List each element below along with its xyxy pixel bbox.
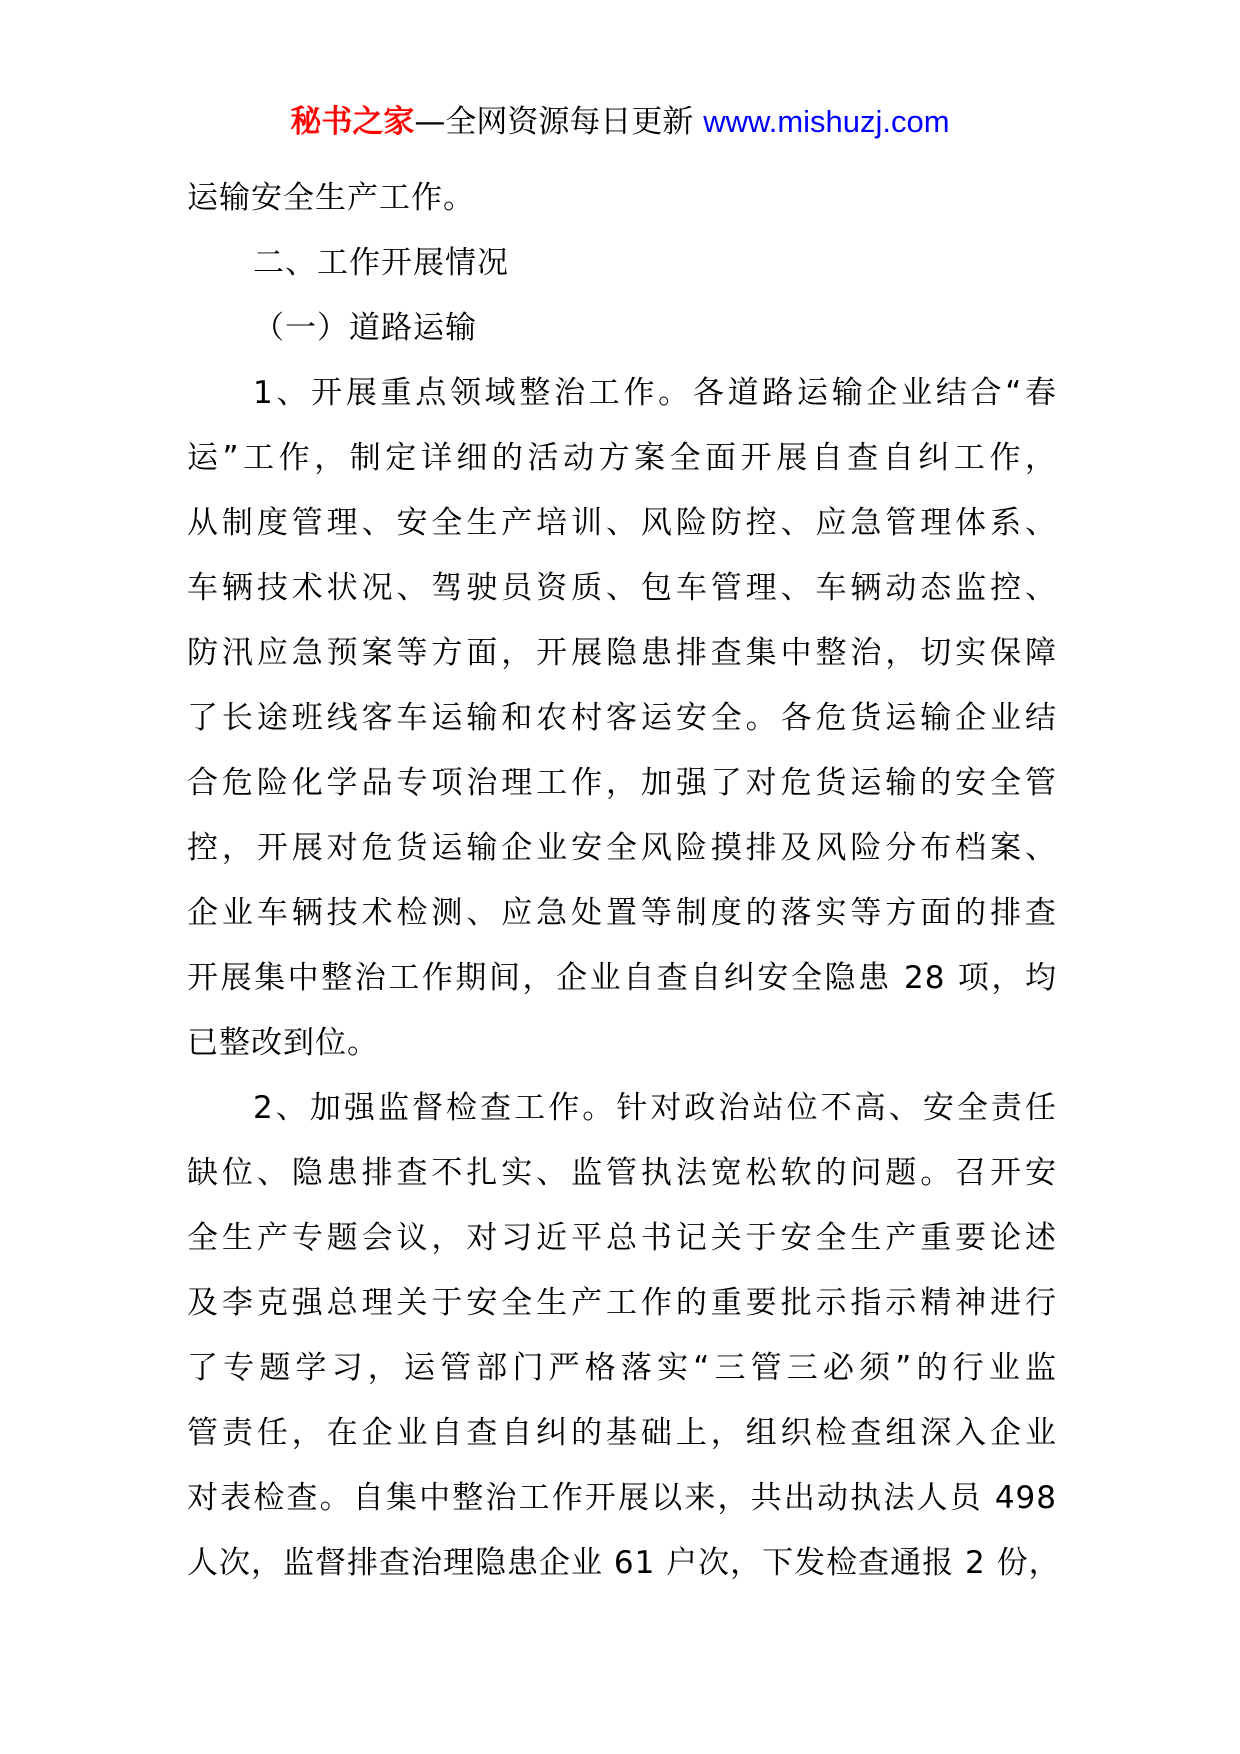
paragraph-line: 了专题学习，运管部门严格落实“三管三必须”的行业监 bbox=[187, 1350, 1057, 1386]
paragraph-line: 企业车辆技术检测、应急处置等制度的落实等方面的排查 bbox=[187, 895, 1057, 931]
paragraph-line: 车辆技术状况、驾驶员资质、包车管理、车辆动态监控、 bbox=[187, 570, 1057, 606]
paragraph-line: 管责任，在企业自查自纠的基础上，组织检查组深入企业 bbox=[187, 1415, 1057, 1451]
site-tagline: —全网资源每日更新 bbox=[414, 104, 704, 140]
paragraph-line: 人次，监督排查治理隐患企业 61 户次，下发检查通报 2 份， bbox=[187, 1545, 1061, 1581]
paragraph-line: 2、加强监督检查工作。针对政治站位不高、安全责任 bbox=[253, 1090, 1057, 1126]
paragraph-line: 合危险化学品专项治理工作，加强了对危货运输的安全管 bbox=[187, 765, 1057, 801]
site-url-link[interactable]: www.mishuzj.com bbox=[703, 104, 950, 139]
paragraph-line: 了长途班线客车运输和农村客运安全。各危货运输企业结 bbox=[187, 700, 1057, 736]
paragraph-line: 防汛应急预案等方面，开展隐患排查集中整治，切实保障 bbox=[187, 635, 1057, 671]
paragraph-line: 运”工作，制定详细的活动方案全面开展自查自纠工作， bbox=[187, 440, 1057, 476]
paragraph-line: 已整改到位。 bbox=[187, 1025, 379, 1061]
paragraph-line: 1、开展重点领域整治工作。各道路运输企业结合“春 bbox=[253, 375, 1057, 411]
paragraph-line: 开展集中整治工作期间，企业自查自纠安全隐患 28 项，均 bbox=[187, 960, 1057, 996]
paragraph-line: 对表检查。自集中整治工作开展以来，共出动执法人员 498 bbox=[187, 1480, 1057, 1516]
paragraph-line: 运输安全生产工作。 bbox=[187, 180, 475, 216]
section-heading: 二、工作开展情况 bbox=[253, 245, 509, 281]
site-header bbox=[0, 100, 1240, 144]
paragraph-line: 缺位、隐患排查不扎实、监管执法宽松软的问题。召开安 bbox=[187, 1155, 1057, 1191]
paragraph-line: 及李克强总理关于安全生产工作的重要批示指示精神进行 bbox=[187, 1285, 1057, 1321]
paragraph-line: 从制度管理、安全生产培训、风险防控、应急管理体系、 bbox=[187, 505, 1057, 541]
paragraph-line: 控，开展对危货运输企业安全风险摸排及风险分布档案、 bbox=[187, 830, 1057, 866]
site-brand: 秘书之家 bbox=[290, 104, 415, 140]
subsection-heading: （一）道路运输 bbox=[253, 310, 477, 346]
paragraph-line: 全生产专题会议，对习近平总书记关于安全生产重要论述 bbox=[187, 1220, 1057, 1256]
document-body bbox=[187, 166, 1061, 1596]
